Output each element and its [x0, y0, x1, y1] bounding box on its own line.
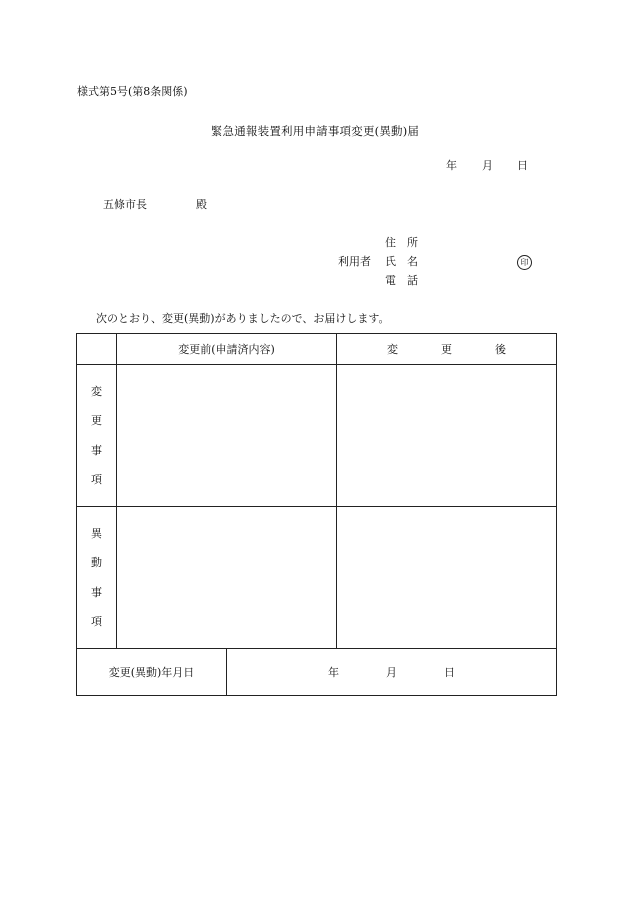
- row-label-transfer-items: 異 動 事 項: [77, 507, 117, 649]
- form-number: 様式第5号(第8条関係): [77, 85, 188, 98]
- change-before-field[interactable]: [117, 365, 337, 507]
- applicant-phone-label: 電 話: [385, 274, 418, 287]
- document-title: 緊急通報装置利用申請事項変更(異動)届: [210, 124, 420, 138]
- seal-mark: 印: [517, 255, 532, 270]
- date-year-label: 年: [446, 159, 457, 172]
- change-table: [76, 333, 557, 696]
- header-after-char: 変: [387, 343, 398, 356]
- change-date-field[interactable]: [227, 649, 557, 696]
- transfer-after-field[interactable]: [337, 507, 557, 649]
- applicant-name-label: 氏 名: [385, 255, 418, 268]
- recipient-name: 五條市長: [103, 198, 147, 211]
- change-date-day: 日: [444, 666, 455, 679]
- header-blank-cell: [77, 334, 117, 365]
- notice-text: 次のとおり、変更(異動)がありましたので、お届けします。: [96, 312, 390, 325]
- header-before: 変更前(申請済内容): [117, 334, 337, 365]
- change-date-month: 月: [386, 666, 397, 679]
- date-month-label: 月: [482, 159, 493, 172]
- table-row-change-items: [77, 365, 557, 507]
- applicant-address-label: 住 所: [385, 236, 418, 249]
- table-row-transfer-items: [77, 507, 557, 649]
- row-label-change-items: 変 更 事 項: [77, 365, 117, 507]
- transfer-before-field[interactable]: [117, 507, 337, 649]
- change-date-year: 年: [328, 666, 339, 679]
- header-after-char: 後: [495, 343, 506, 356]
- recipient-honorific: 殿: [196, 198, 207, 211]
- table-header-row: [77, 334, 557, 365]
- header-after-char: 更: [441, 343, 452, 356]
- change-after-field[interactable]: [337, 365, 557, 507]
- table-row-change-date: [77, 649, 557, 696]
- change-date-label: 変更(異動)年月日: [77, 649, 227, 696]
- header-after: [337, 334, 557, 365]
- applicant-label: 利用者: [338, 255, 371, 268]
- date-day-label: 日: [517, 159, 528, 172]
